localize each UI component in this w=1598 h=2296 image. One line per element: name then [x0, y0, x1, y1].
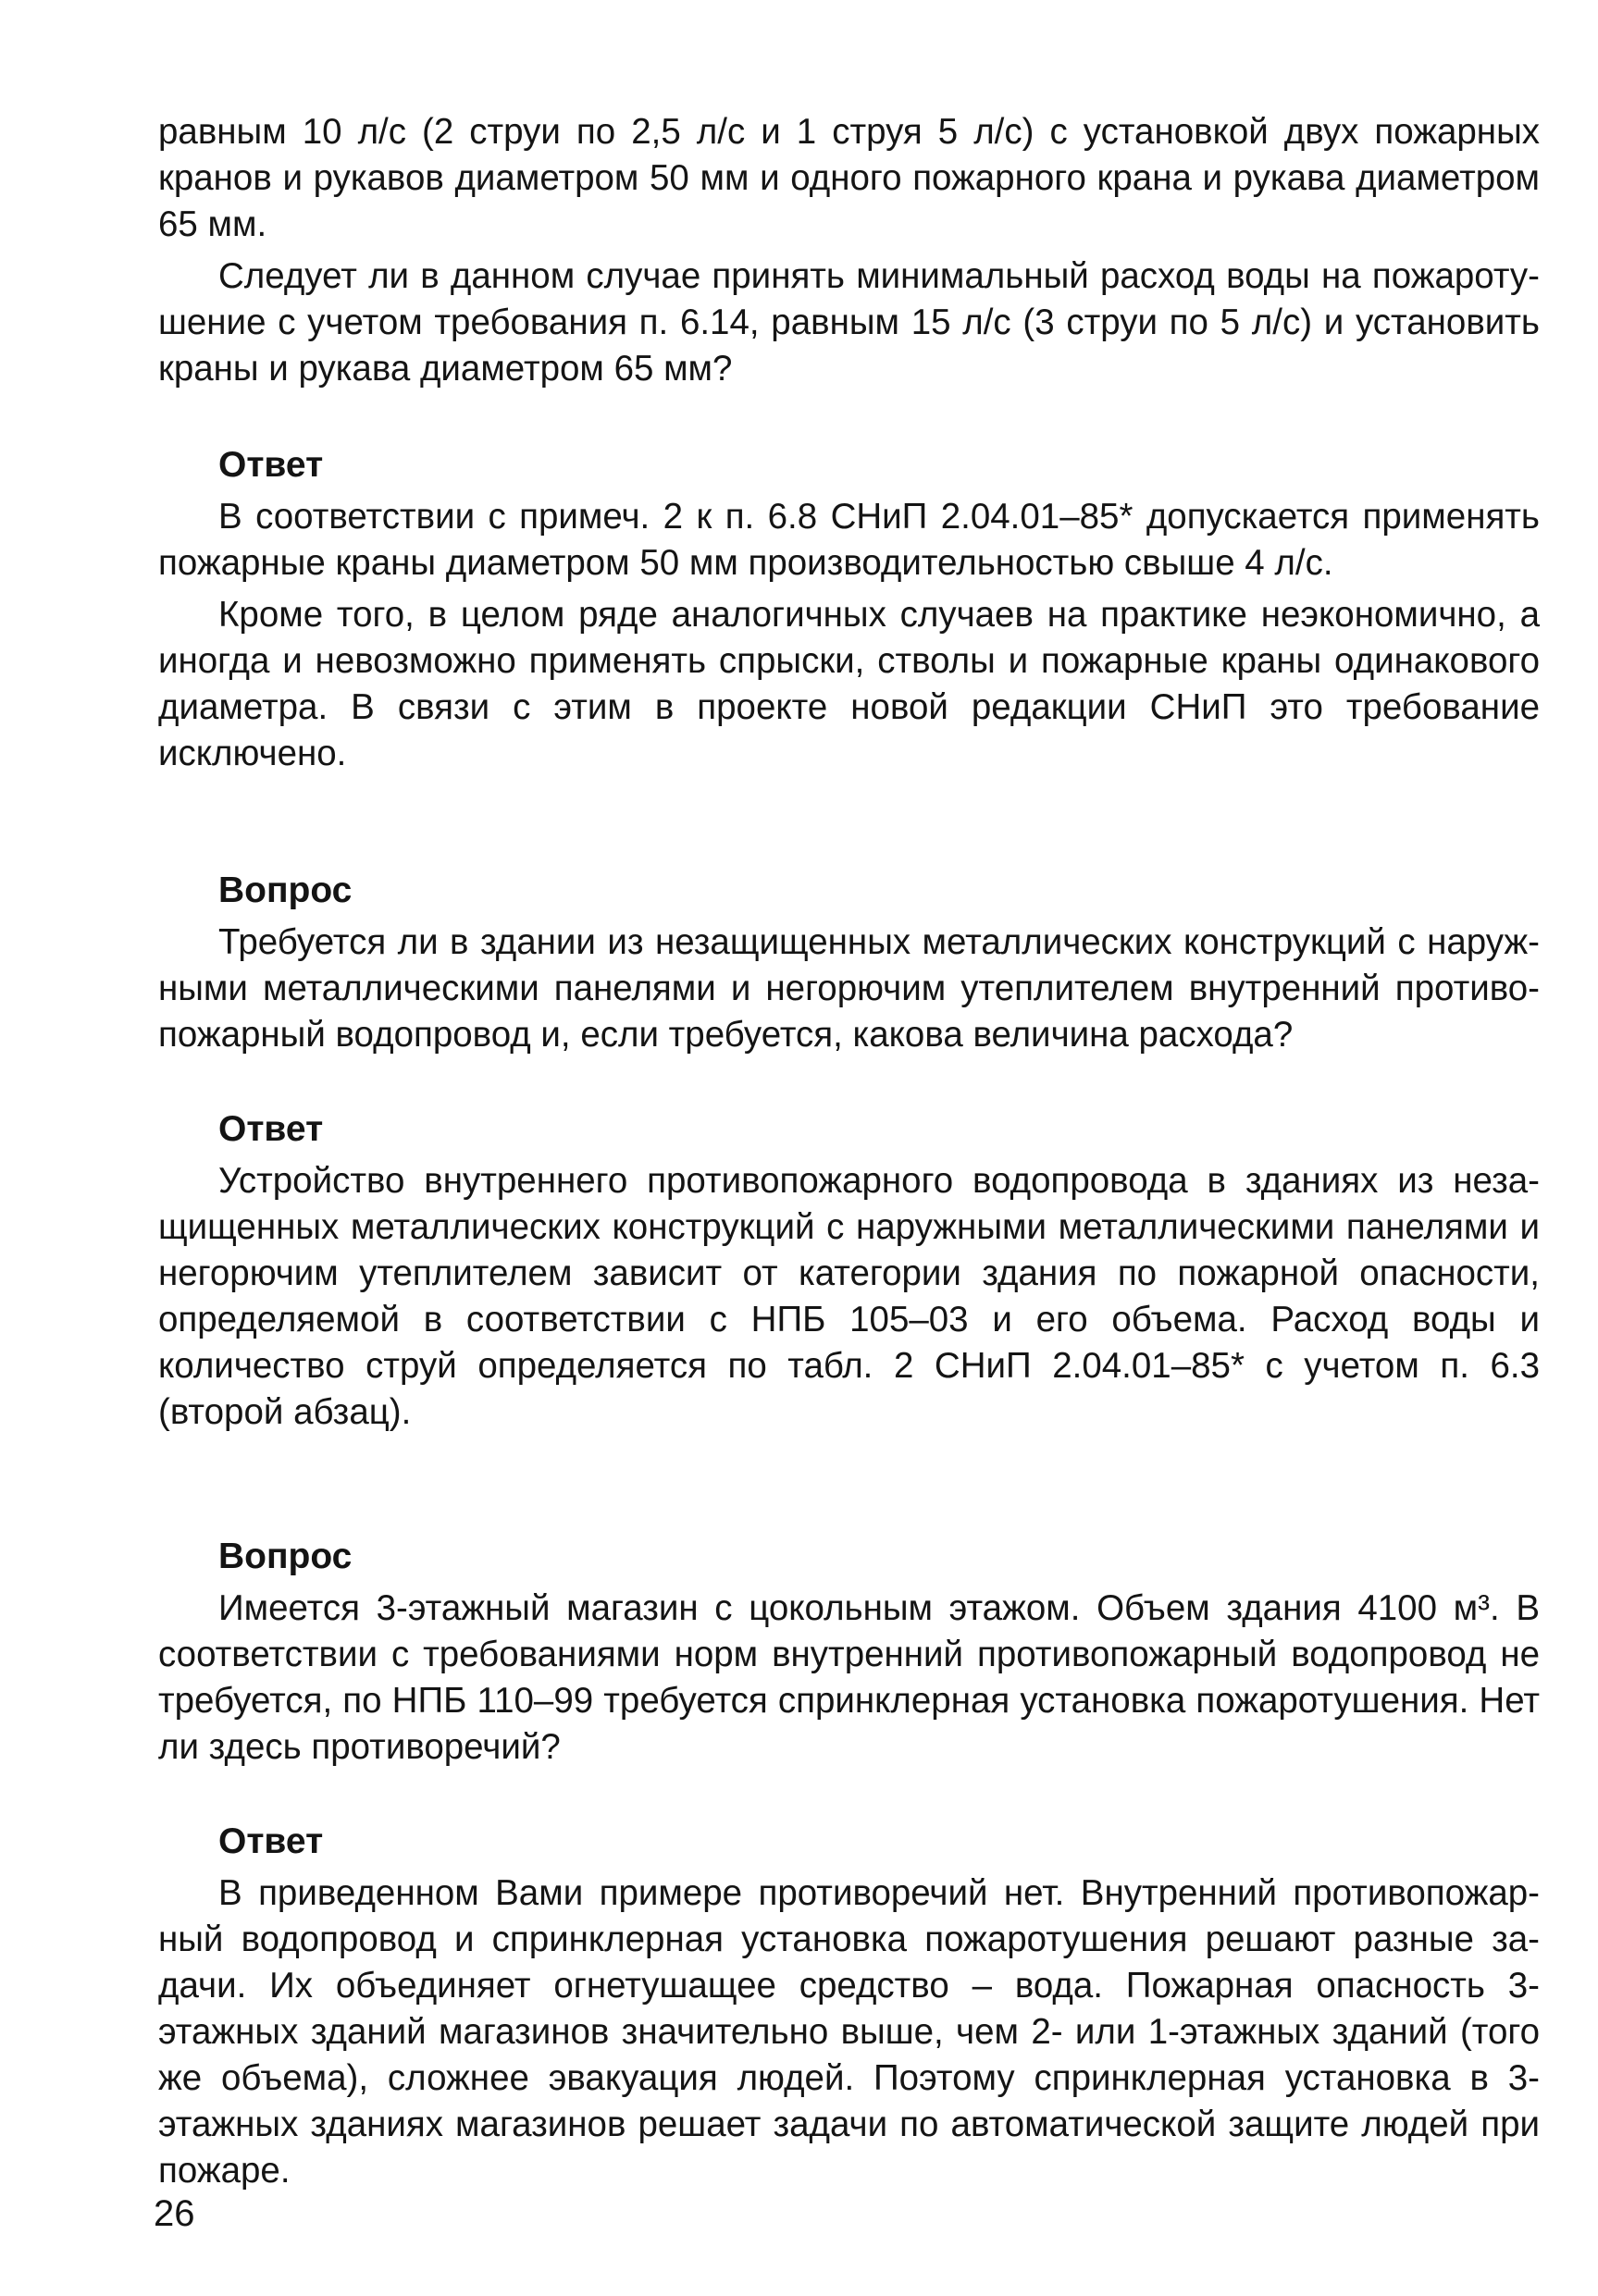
question-3-block — [158, 1534, 1540, 1776]
answer-3-block — [158, 1819, 1540, 2200]
answer-1-paragraph-2: Кроме того, в целом ряде аналогичных случаев на практике неэкономично, а иногда и невозможно применять спрыски, стволы и пожарные краны одинакового диаметра. В связи с этим в проекте новой редакции СНиП это требование исключено. — [158, 595, 1540, 773]
question-heading: Вопрос — [218, 1537, 353, 1576]
answer-1-block — [158, 442, 1540, 783]
page-number: 26 — [154, 2193, 195, 2234]
question-2-paragraph-1: Требуется ли в здании из незащищенных металлических конструкций с наружными металлическими панелями и негорючим утеплителем внутренний противопожарный водопровод и, если требуется, какова величина расхода? — [158, 922, 1540, 1055]
answer-2-block — [158, 1106, 1540, 1441]
question-heading: Вопрос — [218, 870, 353, 910]
intro-paragraph-1: равным 10 л/с (2 струи по 2,5 л/с и 1 струя 5 л/с) с установкой двух пожарных кранов и рукавов диаметром 50 мм и одного пожарного крана и рукава диаметром 65 мм. — [158, 112, 1540, 244]
intro-block — [158, 109, 1540, 398]
answer-heading: Ответ — [218, 445, 324, 485]
question-3-paragraph-1: Имеется 3-этажный магазин с цокольным этажом. Объем здания 4100 м³. В соответствии с требованиями норм внутренний противопожарный водопровод не требуется, по НПБ 110–99 требуется спринклерная установка пожаротушения. Нет ли здесь противоречий? — [158, 1588, 1540, 1767]
answer-3-paragraph-1: В приведенном Вами примере противоречий нет. Внутренний противопожарный водопровод и спринклерная установка пожаротушения решают разные задачи. Их объединяет огнетушащее средство – вода. Пожарная опасность 3-этажных зданий магазинов значительно выше, чем 2- или 1-этажных зданий (того же объема), сложнее эвакуация людей. Поэтому спринклерная установка в 3-этажных зданиях магазинов решает задачи по автоматической защите людей при пожаре. — [158, 1873, 1540, 2191]
answer-1-paragraph-1: В соответствии с примеч. 2 к п. 6.8 СНиП 2.04.01–85* допускается применять пожарные краны диаметром 50 мм производительностью свыше 4 л/с. — [158, 497, 1540, 583]
question-2-block — [158, 868, 1540, 1064]
answer-2-paragraph-1: Устройство внутреннего противопожарного водопровода в зданиях из незащищенных металлических конструкций с наружными металлическими панелями и негорючим утеплителем зависит от категории здания по пожарной опасности, определяемой в соответствии с НПБ 105–03 и его объема. Расход воды и количество струй определяется по табл. 2 СНиП 2.04.01–85* с учетом п. 6.3 (второй абзац). — [158, 1161, 1540, 1432]
intro-paragraph-2: Следует ли в данном случае принять минимальный расход воды на пожаротушение с учетом требования п. 6.14, равным 15 л/с (3 струи по 5 л/с) и установить краны и рукава диаметром 65 мм? — [158, 256, 1540, 389]
answer-heading: Ответ — [218, 1821, 324, 1861]
answer-heading: Ответ — [218, 1109, 324, 1149]
